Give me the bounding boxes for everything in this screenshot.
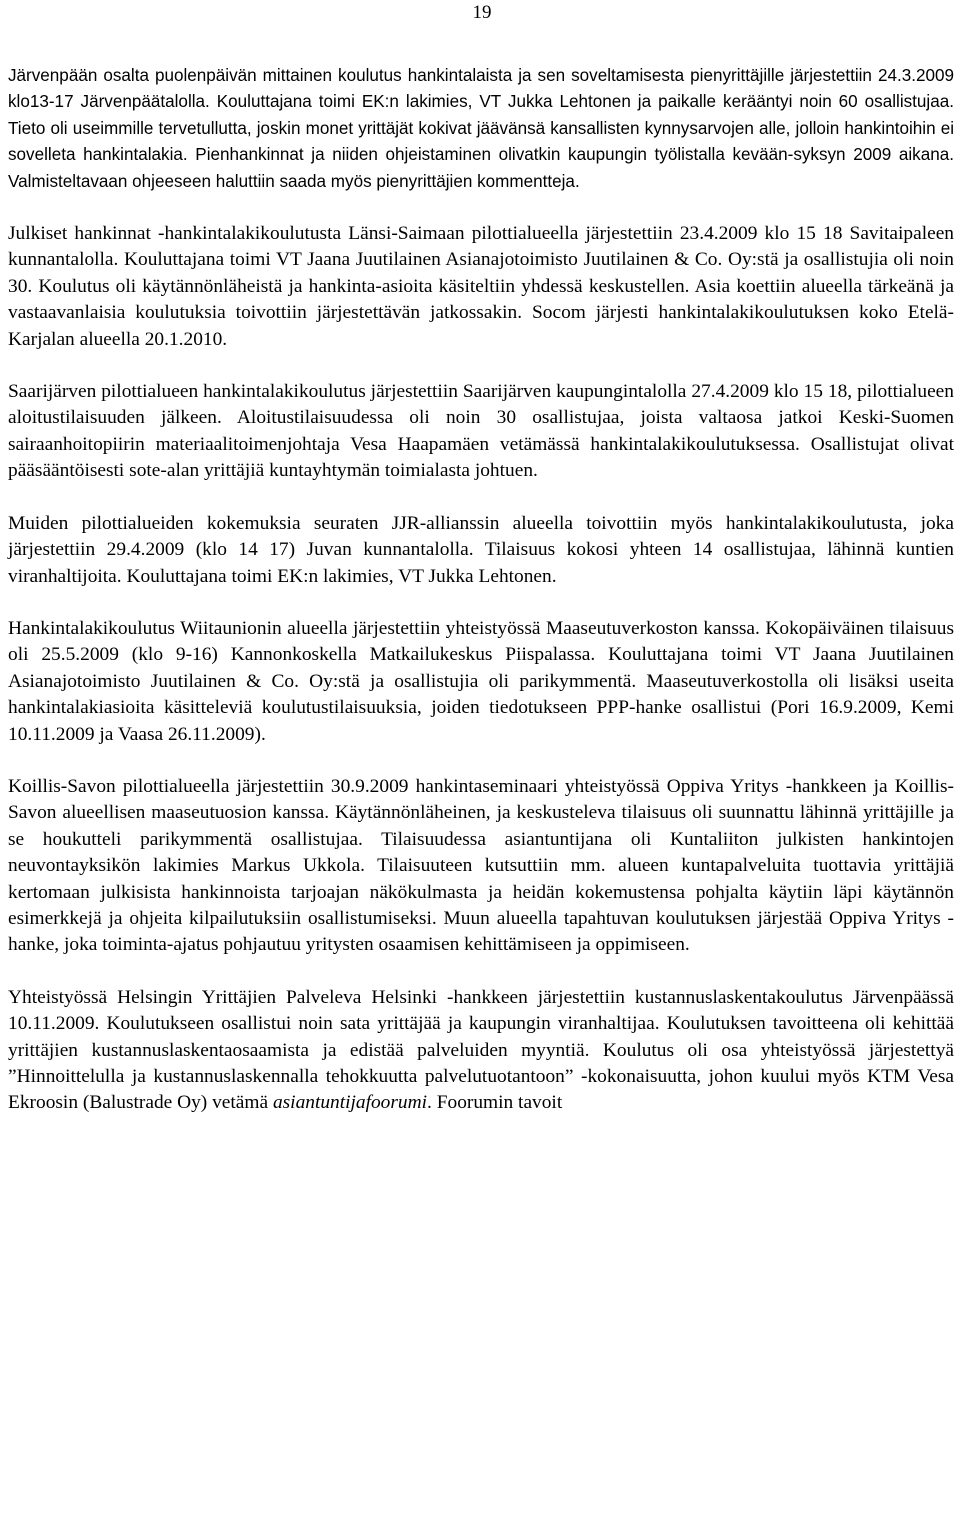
paragraph-text: Järvenpään osalta puolenpäivän mittainen koulutus hankintalaista ja sen soveltamisesta pienyrittäjille järjestettiin 24.3.2009 klo13-17 Järvenpäätalolla. Kouluttajana toimi EK:n lakimies, VT Jukka Lehtonen ja paikalle kerääntyi noin 60 osallistujaa. Tieto oli useimmille tervetullutta, joskin monet yrittäjät kokivat jäävänsä kansallisten kynnysarvojen alle, jolloin hankintoihin ei sovelleta hankintalakia. Pienhankinnat ja niiden ohjeistaminen olivatkin kaupungin työlistalla kevään-syksyn 2009 aikana. Valmisteltavaan ohjeeseen haluttiin saada myös pienyrittäjien kommentteja. bbox=[8, 66, 954, 191]
paragraph-text: . Foorumin tavoit bbox=[427, 1092, 563, 1114]
paragraph-text: Saarijärven pilottialueen hankintalakikoulutus järjestettiin Saarijärven kaupungintalolla 27.4.2009 klo 15 18, pilottialueen aloitustilaisuuden jälkeen. Aloitustilaisuudessa oli noin 30 osallistujaa, joista valtaosa jatkoi Keski-Suomen sairaanhoitopiirin materiaalitoimenjohtaja Vesa Haapamäen vetämässä hankintalakikoulutuksessa. Osallistujat olivat pääsääntöisesti sote-alan yrittäjiä kuntayhtymän toimialasta johtuen. bbox=[8, 381, 954, 482]
paragraph bbox=[8, 221, 954, 353]
paragraph bbox=[8, 511, 954, 590]
paragraph-text: Julkiset hankinnat -hankintalakikoulutusta Länsi-Saimaan pilottialueella järjestettiin 23.4.2009 klo 15 18 Savitaipaleen kunnantalolla. Kouluttajana toimi VT Jaana Juutilainen Asianajotoimisto Juutilainen & Co. Oy:stä ja osallistujia oli noin 30. Koulutus oli käytännönläheistä ja hankinta-asioita käsiteltiin yhdessä keskustellen. Asia koettiin alueella tärkeänä ja vastaavanlaisia koulutuksia toivottiin järjestettävän jatkossakin. Socom järjesti hankintalakikoulutuksen koko Etelä-Karjalan alueella 20.1.2010. bbox=[8, 223, 954, 350]
document-body bbox=[8, 63, 954, 1143]
paragraph-text: Muiden pilottialueiden kokemuksia seuraten JJR-allianssin alueella toivottiin myös hankintalakikoulutusta, joka järjestettiin 29.4.2009 (klo 14 17) Juvan kunnantalolla. Tilaisuus kokosi yhteen 14 osallistujaa, lähinnä kuntien viranhaltijoita. Kouluttajana toimi EK:n lakimies, VT Jukka Lehtonen. bbox=[8, 512, 954, 587]
paragraph bbox=[8, 63, 954, 195]
paragraph bbox=[8, 616, 954, 748]
italic-text: asiantuntijafoorumi bbox=[272, 1092, 428, 1114]
page-number: 19 bbox=[472, 2, 492, 23]
paragraph bbox=[8, 379, 954, 485]
paragraph-text: Koillis-Savon pilottialueella järjestettiin 30.9.2009 hankintaseminaari yhteistyössä Oppiva Yritys -hankkeen ja Koillis-Savon alueellisen maaseutuosion kanssa. Käytännönläheinen, ja keskusteleva tilaisuus oli suunnattu lähinnä yrittäjille ja se houkutteli parikymmentä osallistujaa. Tilaisuudessa asiantuntijana oli Kuntaliiton julkisten hankintojen neuvontayksikön lakimies Markus Ukkola. Tilaisuuteen kutsuttiin mm. alueen kuntapalveluita tuottavia yrittäjiä kertomaan julkisista hankinnoista tarjoajan näkökulmasta ja heidän kokemustensa pohjalta käytiin läpi käytännön esimerkkejä ja ohjeita kilpailutuksiin osallistumiseksi. Muun alueella tapahtuvan koulutuksen järjestää Oppiva Yritys -hanke, joka toiminta-ajatus pohjautuu yritysten osaamisen kehittämiseen ja oppimiseen. bbox=[8, 775, 954, 956]
paragraph-text: Hankintalakikoulutus Wiitaunionin alueella järjestettiin yhteistyössä Maaseutuverkoston kanssa. Kokopäiväinen tilaisuus oli 25.5.2009 (klo 9-16) Kannonkoskella Matkailukeskus Piispalassa. Kouluttajana toimi VT Jaana Juutilainen Asianajotoimisto Juutilainen & Co. Oy:stä ja osallistujia oli parikymmentä. Maaseutuverkostolla oli lisäksi useita hankintalakiasioita käsitteleviä koulutustilaisuuksia, joiden tiedotukseen PPP-hanke osallistui (Pori 16.9.2009, Kemi 10.11.2009 ja Vaasa 26.11.2009). bbox=[8, 617, 954, 745]
paragraph-text: Yhteistyössä Helsingin Yrittäjien Palveleva Helsinki -hankkeen järjestettiin kustannuslaskentakoulutus Järvenpäässä 10.11.2009. Koulutukseen osallistui noin sata yrittäjää ja kaupungin viranhaltijaa. Koulutuksen tavoitteena oli kehittää yrittäjien kustannuslaskentaosaamista ja edistää palveluiden myyntiä. Koulutus oli osa yhteistyössä järjestettyä ”Hinnoittelulla ja kustannuslaskennalla tehokkuutta palvelutuotantoon” -kokonaisuutta, johon kuului myös KTM Vesa Ekroosin (Balustrade Oy) vetämä bbox=[8, 986, 954, 1114]
paragraph bbox=[8, 985, 954, 1117]
paragraph bbox=[8, 774, 954, 959]
